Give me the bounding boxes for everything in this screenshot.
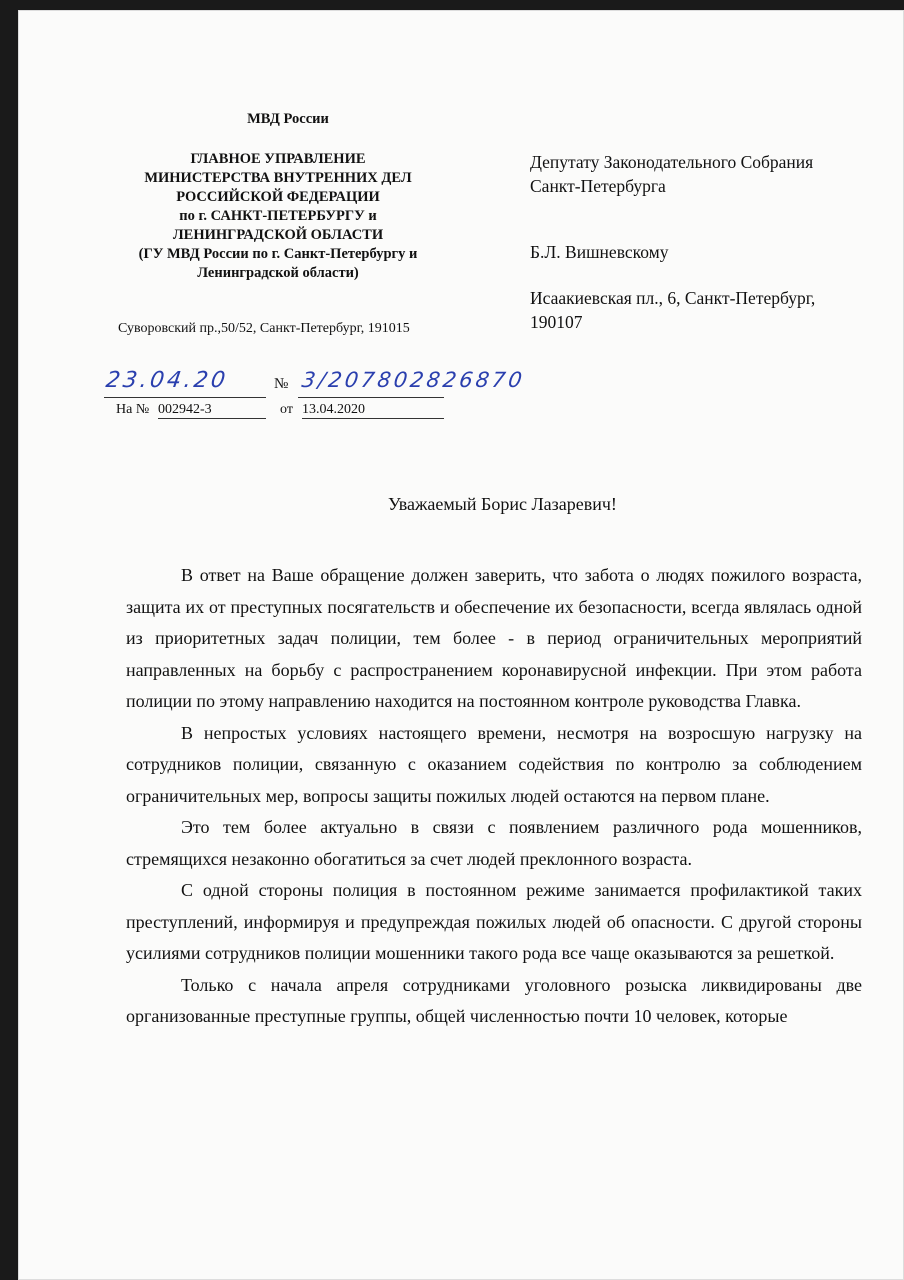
number-label: № (274, 376, 289, 392)
recipient-position: Депутату Законодательного Собрания Санкт-Петербурга (530, 152, 814, 196)
salutation: Уважаемый Борис Лазаревич! (388, 494, 617, 514)
body-paragraph: С одной стороны полиция в постоянном режиме занимается профилактикой таких преступлений, информируя и предупреждая пожилых людей об опасности. С другой стороны усилиями сотрудников полиции мошенники такого рода все чаще оказываются за решеткой. (126, 880, 862, 963)
department-line: РОССИЙСКОЙ ФЕДЕРАЦИИ (176, 189, 380, 205)
body-paragraph: Это тем более актуально в связи с появлением различного рода мошенников, стремящихся незаконно обогатиться за счет людей преклонного возраста. (126, 817, 862, 869)
recipient-name: Б.Л. Вишневскому (530, 242, 669, 262)
reply-number: 002942-3 (158, 402, 266, 419)
department-line: Ленинградской области) (197, 265, 359, 281)
body-paragraph: Только с начала апреля сотрудниками уголовного розыска ликвидированы две организованные преступные группы, общей численностью почти 10 человек, которые (126, 974, 862, 1026)
letter-page (18, 10, 904, 1280)
department-address: Суворовский пр.,50/52, Санкт-Петербург, 191015 (118, 321, 410, 336)
body-paragraph: В ответ на Ваше обращение должен заверить, что забота о людях пожилого возраста, защита их от преступных посягательств и обеспечение их безопасности, всегда являлась одной из приоритетных задач полиции, тем более - в период ограничительных мероприятий направленных на борьбу с распространением коронавирусной инфекции. При этом работа полиции по этому направлению находится на постоянном контроле руководства Главка. (126, 565, 862, 711)
reply-label: На № (116, 402, 150, 417)
letter-body (126, 560, 862, 1033)
body-paragraph: В непростых условиях настоящего времени, несмотря на возросшую нагрузку на сотрудников полиции, связанную с оказанием содействия по контролю за соблюдением ограничительных мер, вопросы защиты пожилых людей остаются на первом плане. (126, 722, 862, 806)
department-block (98, 150, 458, 283)
ministry-title: МВД России (247, 111, 329, 127)
reply-date: 13.04.2020 (302, 402, 444, 419)
date-underline (104, 397, 266, 398)
department-line: ЛЕНИНГРАДСКОЙ ОБЛАСТИ (172, 227, 384, 243)
department-line: ГЛАВНОЕ УПРАВЛЕНИЕ (190, 151, 366, 167)
handwritten-date: 23.04.20 (104, 368, 230, 393)
department-line: (ГУ МВД России по г. Санкт-Петербургу и (138, 246, 418, 262)
number-underline (298, 397, 444, 398)
department-line: МИНИСТЕРСТВА ВНУТРЕННИХ ДЕЛ (144, 170, 412, 186)
department-line: по г. САНКТ-ПЕТЕРБУРГУ и (179, 208, 377, 224)
recipient-address: Исаакиевская пл., 6, Санкт-Петербург, 190107 (530, 288, 816, 332)
from-label: от (280, 402, 293, 417)
handwritten-number: 3/207802826870 (300, 368, 527, 392)
